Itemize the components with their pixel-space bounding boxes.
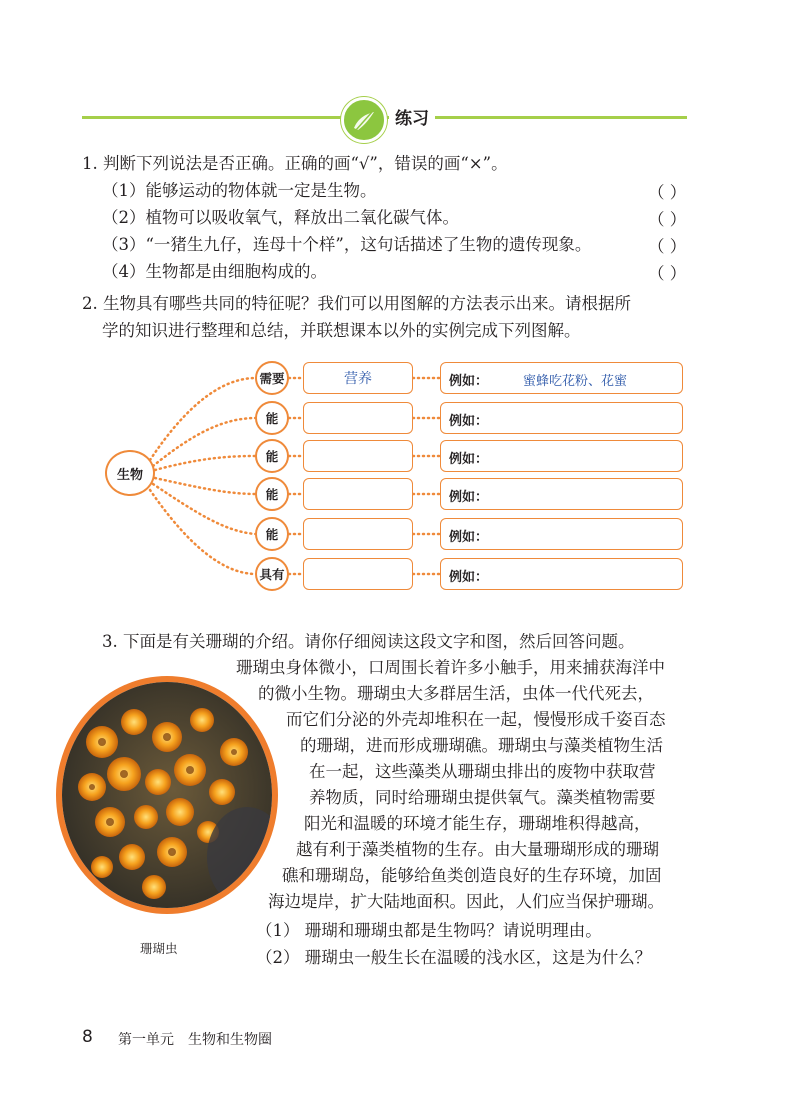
page-number: 8 [82,1027,93,1047]
verb-node-1: 需要 [255,361,289,395]
q1-answer-1[interactable]: （ ） [648,183,687,202]
q1-stem: 1. 判断下列说法是否正确。正确的画“√”，错误的画“×”。 [82,154,508,173]
feature-field-1[interactable]: 营养 [303,362,413,394]
passage-line-8: 越有利于藻类植物的生存。由大量珊瑚形成的珊瑚 [296,840,659,859]
diagram-root-node: 生物 [105,450,155,496]
example-label: 例如： [449,530,489,545]
photo-caption: 珊瑚虫 [140,941,178,956]
footer-chapter: 生物和生物圈 [188,1032,272,1048]
passage-line-6: 养物质，同时给珊瑚虫提供氧气。藻类植物需要 [309,788,656,807]
example-label: 例如： [449,414,489,429]
feature-field-2[interactable] [303,402,413,434]
passage-line-2: 的微小生物。珊瑚虫大多群居生活，虫体一代代死去， [258,684,654,703]
verb-node-6: 具有 [255,557,289,591]
q1-item-1: （1）能够运动的物体就一定是生物。 [102,181,377,200]
q1-answer-3[interactable]: （ ） [648,237,687,256]
example-field-4[interactable] [440,478,683,510]
passage-line-7: 阳光和温暖的环境才能生存，珊瑚堆积得越高， [304,814,651,833]
example-field-6[interactable] [440,558,683,590]
section-title: 练习 [389,104,435,129]
example-label: 例如： [449,374,489,389]
feature-field-4[interactable] [303,478,413,510]
passage-line-3: 而它们分泌的外壳却堆积在一起，慢慢形成千姿百态 [286,710,666,729]
q1-item-2: （2）植物可以吸收氧气，释放出二氧化碳气体。 [102,208,459,227]
example-label: 例如： [449,452,489,467]
verb-node-5: 能 [255,517,289,551]
example-label: 例如： [449,570,489,585]
coral-polyp-photo [56,676,278,914]
q2-line-1: 2. 生物具有哪些共同的特征呢？我们可以用图解的方法表示出来。请根据所 [82,294,631,313]
q3-question-1: （1） 珊瑚和珊瑚虫都是生物吗？请说明理由。 [256,921,602,940]
example-field-5[interactable] [440,518,683,550]
q2-line-2: 学的知识进行整理和总结，并联想课本以外的实例完成下列图解。 [102,321,581,340]
feature-field-3[interactable] [303,440,413,472]
verb-node-2: 能 [255,401,289,435]
q3-question-2: （2） 珊瑚虫一般生长在温暖的浅水区，这是为什么？ [256,948,652,967]
example-field-1[interactable] [440,362,683,394]
feature-field-6[interactable] [303,558,413,590]
q1-item-4: （4）生物都是由细胞构成的。 [102,262,327,281]
example-value: 蜜蜂吃花粉、花蜜 [523,374,628,389]
example-field-3[interactable] [440,440,683,472]
feature-field-5[interactable] [303,518,413,550]
q1-item-3: （3）“一猪生九仔，连母十个样”，这句话描述了生物的遗传现象。 [102,235,592,254]
q1-answer-2[interactable]: （ ） [648,210,687,229]
example-label: 例如： [449,490,489,505]
passage-line-5: 在一起，这些藻类从珊瑚虫排出的废物中获取营 [309,762,656,781]
passage-line-9: 礁和珊瑚岛，能够给鱼类创造良好的生存环境，加固 [282,866,662,885]
passage-line-10: 海边堤岸，扩大陆地面积。因此，人们应当保护珊瑚。 [268,892,664,911]
q1-answer-4[interactable]: （ ） [648,264,687,283]
q3-stem: 3. 下面是有关珊瑚的介绍。请你仔细阅读这段文字和图，然后回答问题。 [102,632,635,651]
passage-line-4: 的珊瑚，进而形成珊瑚礁。珊瑚虫与藻类植物生活 [300,736,663,755]
verb-node-3: 能 [255,439,289,473]
verb-node-4: 能 [255,477,289,511]
footer-unit: 第一单元 [118,1032,174,1048]
passage-line-1: 珊瑚虫身体微小，口周围长着许多小触手，用来捕获海洋中 [236,658,665,677]
example-field-2[interactable] [440,402,683,434]
